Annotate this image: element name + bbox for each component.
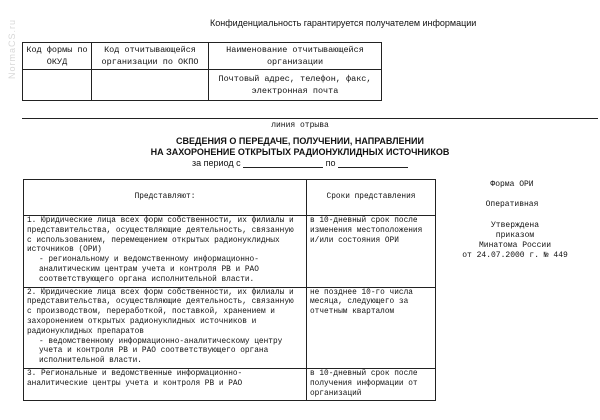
- approval-line: Минатома России: [478, 241, 551, 250]
- deadline-cell: в 10-дневный срок после получения информации от организаций: [307, 368, 436, 400]
- approval-line: Утверждена: [490, 221, 539, 230]
- form-code: Форма ОРИ: [490, 180, 534, 189]
- okpo-value-cell: [92, 70, 209, 101]
- tear-line-label: линия отрыва: [271, 121, 329, 130]
- table-row: [24, 287, 436, 368]
- okud-cell: Код формы по ОКУД: [23, 43, 92, 70]
- deadline-cell: не позднее 10-го числа месяца, следующего за отчетным кварталом: [307, 287, 436, 368]
- header-table: [22, 42, 382, 101]
- col-deadline-header: Сроки представления: [307, 180, 436, 216]
- form-title-line1: СВЕДЕНИЯ О ПЕРЕДАЧЕ, ПОЛУЧЕНИИ, НАПРАВЛЕНИИ: [176, 136, 424, 146]
- watermark: NormaCS.ru: [7, 18, 18, 80]
- form-type: Оперативная: [485, 200, 539, 209]
- org-name-cell: Наименование отчитывающейся организации: [209, 43, 382, 70]
- submitter-recipient: - ведомственному информационно-аналитическому центру учета и контроля РВ и РАО соответствующего органа исполнительной власти.: [39, 337, 283, 366]
- period-to-label: по: [325, 158, 336, 168]
- submitter-text: 3. Региональные и ведомственные информационно-аналитические центры учета и контроля РВ и РАО: [27, 369, 243, 388]
- confidentiality-note: Конфиденциальность гарантируется получателем информации: [210, 18, 477, 28]
- table-row: [24, 216, 436, 288]
- period-prefix: за период с: [191, 158, 241, 168]
- submitter-text: 2. Юридические лица всех форм собственности, их филиалы и представительства, осуществляющие деятельность, связанную с производством, переработкой, поставкой, хранением и захоронением открытых радионуклидных источников и радионуклидных препаратов: [27, 288, 294, 336]
- okud-value-cell: [23, 70, 92, 101]
- submission-table: [23, 179, 436, 401]
- tear-line-rule: [22, 118, 598, 119]
- approval-block: [440, 221, 590, 261]
- table-row: [24, 368, 436, 400]
- col-submitters-header: Представляют:: [24, 180, 307, 216]
- form-title-line2: НА ЗАХОРОНЕНИЕ ОТКРЫТЫХ РАДИОНУКЛИДНЫХ ИСТОЧНИКОВ: [150, 147, 450, 157]
- approval-line: от 24.07.2000 г. № 449: [462, 251, 568, 260]
- approval-line: приказом: [495, 231, 535, 240]
- submitter-text: 1. Юридические лица всех форм собственности, их филиалы и представительства, осуществляющие деятельность, связанную с использованием, перемещением открытых радионуклидных источников (ОРИ): [27, 217, 294, 255]
- submitter-cell: [24, 368, 307, 400]
- submitter-cell: [24, 287, 307, 368]
- deadline-cell: в 10-дневный срок после изменения местоположения и/или состояния ОРИ: [307, 216, 436, 288]
- table-header-row: [24, 180, 436, 216]
- okpo-cell: Код отчитывающейся организации по ОКПО: [92, 43, 209, 70]
- reporting-period: [0, 158, 600, 168]
- period-from-field[interactable]: [243, 158, 323, 168]
- period-to-field[interactable]: [338, 158, 408, 168]
- address-cell: Почтовый адрес, телефон, факс, электронная почта: [209, 70, 382, 101]
- submitter-cell: [24, 216, 307, 288]
- submitter-recipient: - региональному и ведомственному информационно-аналитическим центрам учета и контроля РВ и РАО соответствующего органа исполнительной власти.: [39, 256, 259, 284]
